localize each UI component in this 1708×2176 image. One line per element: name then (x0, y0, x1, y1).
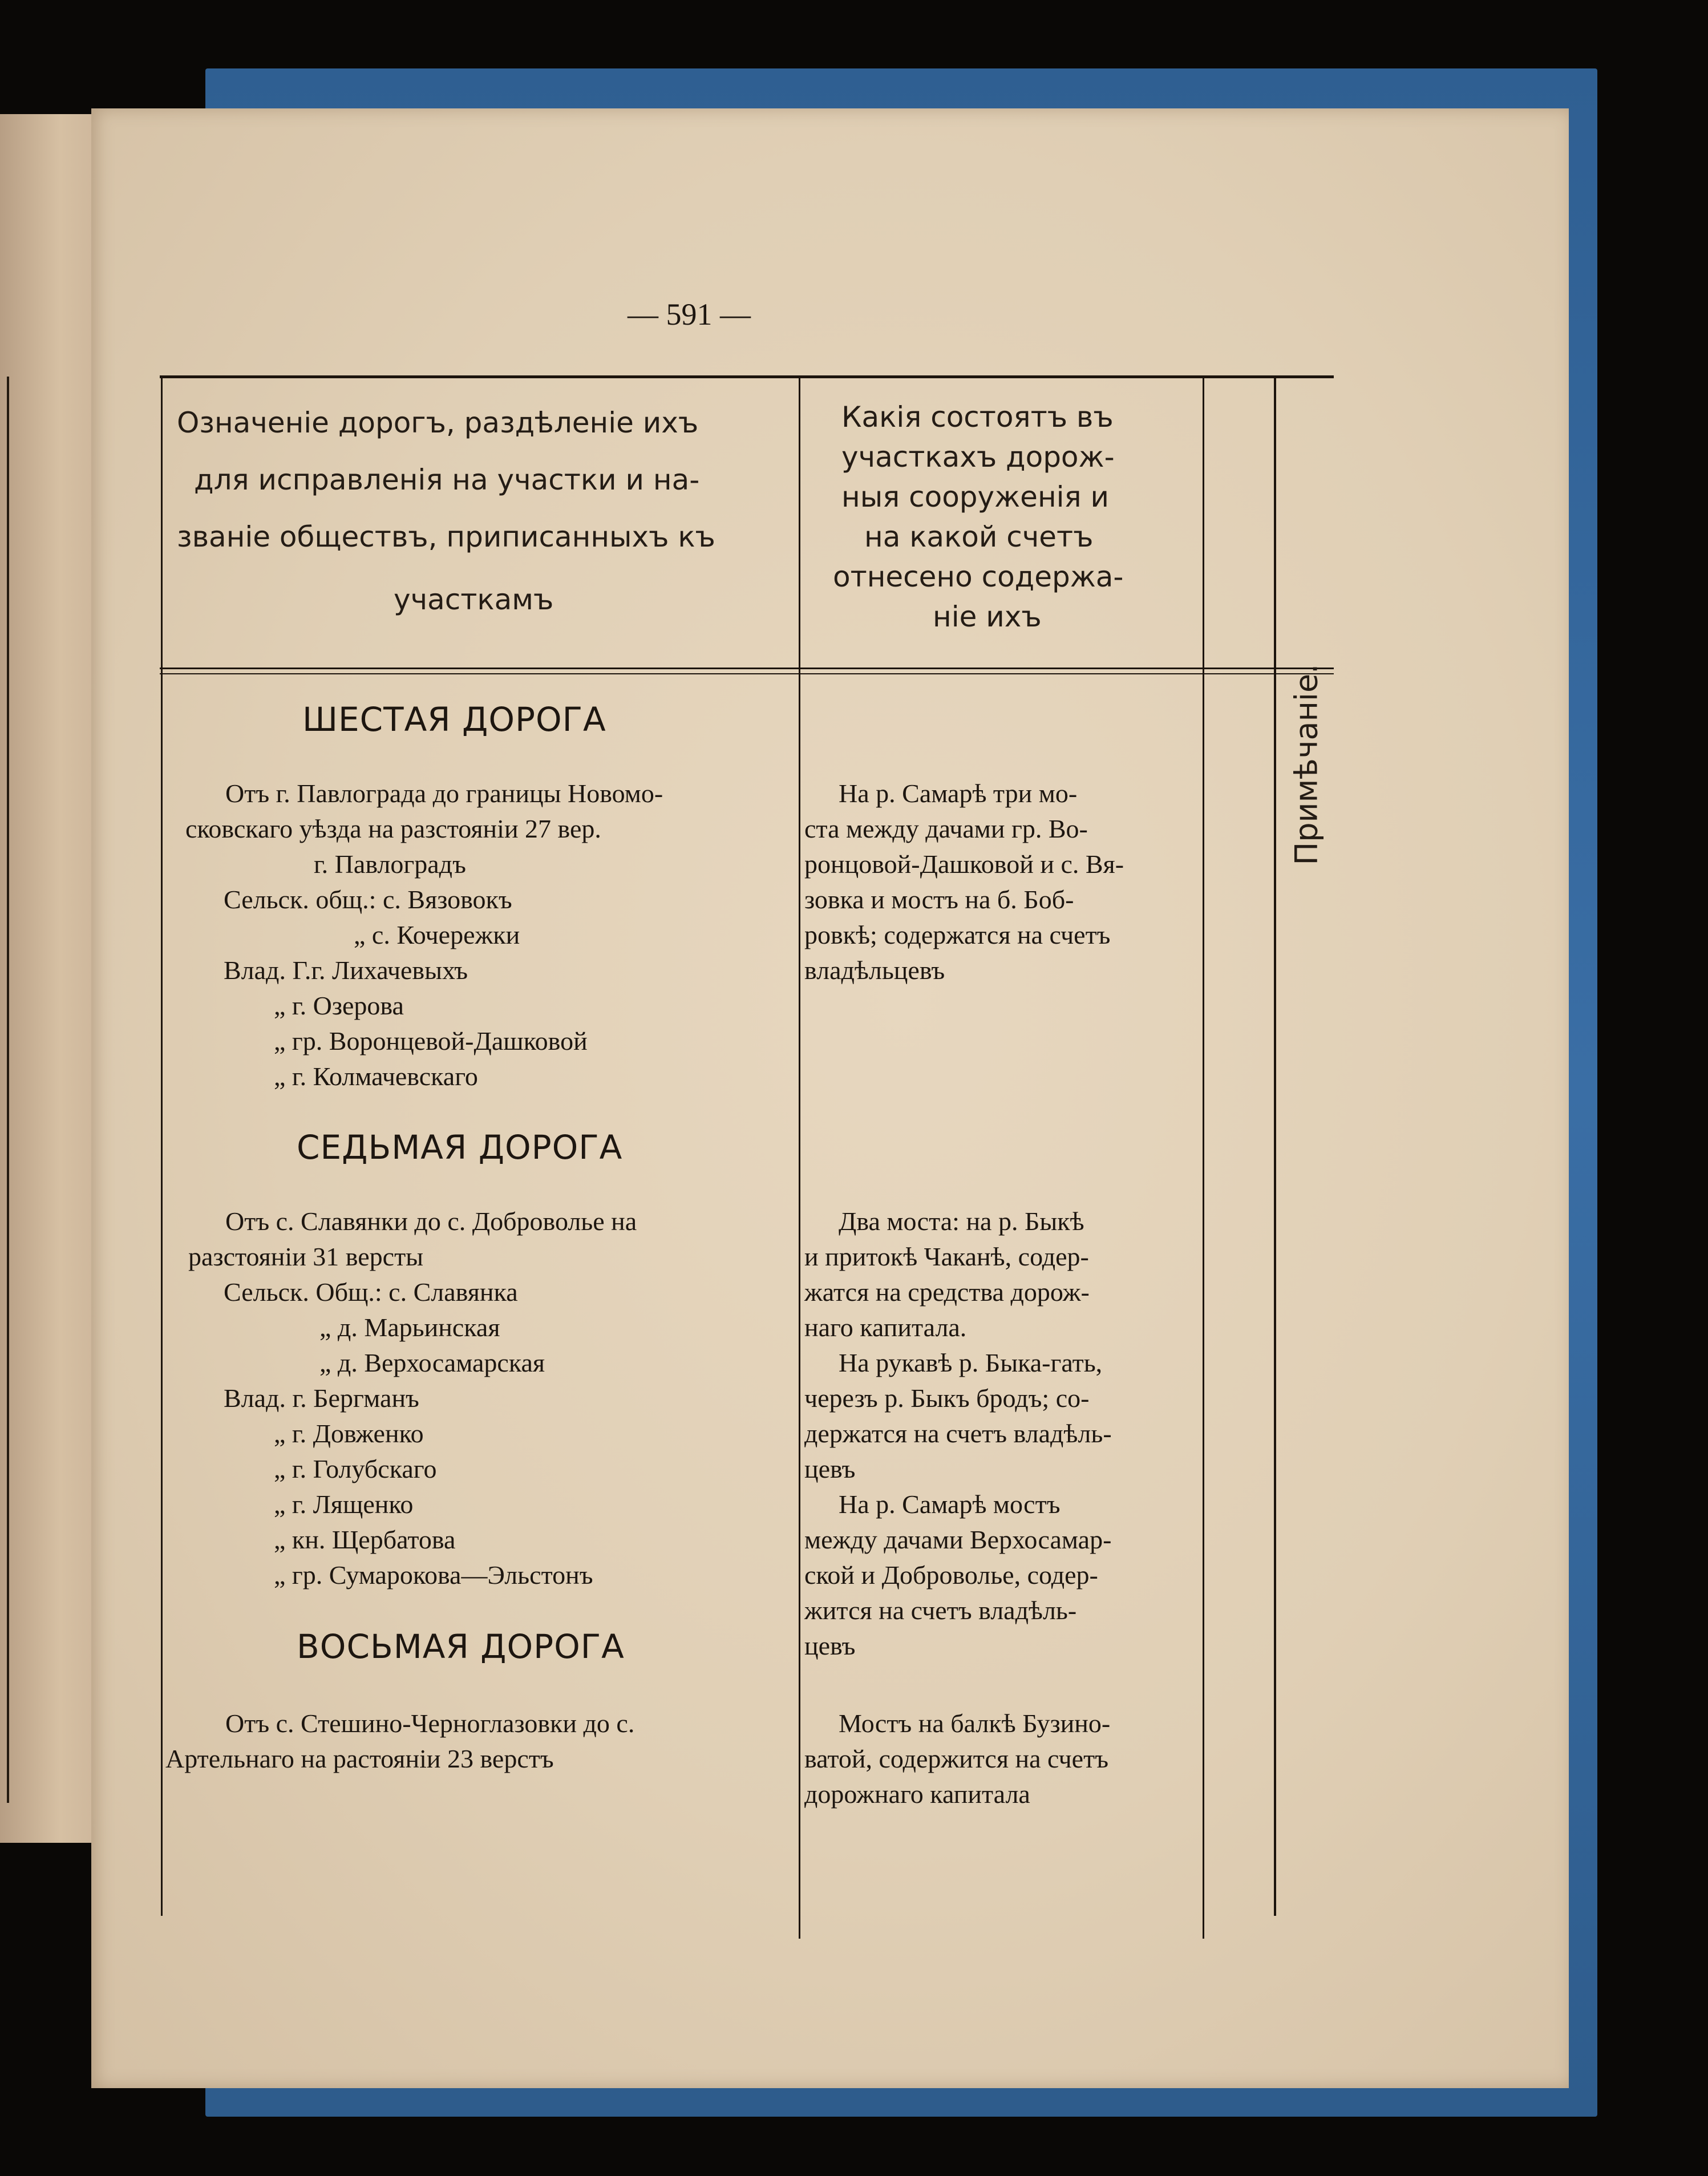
road6-line: Отъ г. Павлограда до границы Новомо- (225, 779, 663, 808)
road7-line: „ г. Лященко (274, 1490, 414, 1519)
road7-note: Два моста: на р. Быкѣ (839, 1207, 1084, 1236)
road7-note: жится на счетъ владѣль- (804, 1596, 1077, 1625)
road6-note: владѣльцевъ (804, 956, 945, 985)
page-number: — 591 — (628, 297, 751, 331)
road8-title: ВОСЬМАЯ ДОРОГА (297, 1627, 625, 1666)
road7-line: Сельск. Общ.: с. Славянка (224, 1277, 518, 1307)
road6-line: „ г. Колмачевскаго (274, 1062, 478, 1091)
road6-title: ШЕСТАЯ ДОРОГА (302, 700, 606, 739)
left-page-edge (0, 114, 100, 1843)
road6-line: г. Павлоградъ (314, 850, 466, 879)
road6-note: зовка и мостъ на б. Боб- (804, 885, 1074, 914)
header-col2-line: Какія состоятъ въ (841, 401, 1114, 434)
road7-line: „ г. Голубскаго (274, 1454, 437, 1483)
table-top-rule (160, 375, 1334, 378)
road6-line: Сельск. общ.: с. Вязовокъ (224, 885, 512, 914)
road8-note: ватой, содержится на счетъ (804, 1744, 1108, 1773)
road8-note: Мостъ на балкѣ Бузино- (839, 1709, 1111, 1738)
road7-note: держатся на счетъ владѣль- (804, 1419, 1112, 1448)
road7-line: „ г. Довженко (274, 1419, 424, 1448)
road6-note: ронцовой-Дашковой и с. Вя- (804, 850, 1124, 879)
road7-line: „ кн. Щербатова (274, 1525, 456, 1554)
road6-line: сковскаго уѣзда на разстояніи 27 вер. (185, 814, 601, 843)
header-col3-remark: Примѣчаніе. (1288, 664, 1325, 865)
road7-note: наго капитала. (804, 1313, 967, 1342)
road7-note: черезъ р. Быкъ бродъ; со- (804, 1384, 1090, 1413)
road8-line: Артельнаго на растояніи 23 верстъ (165, 1744, 554, 1773)
road7-note: цевъ (804, 1454, 856, 1483)
road7-line: Влад. г. Бергманъ (224, 1384, 419, 1413)
col-divider-1 (799, 375, 800, 1939)
col-divider-2 (1203, 375, 1204, 1939)
road6-note: ста между дачами гр. Во- (804, 814, 1088, 843)
header-bottom-rule-2 (160, 673, 1334, 674)
road6-note: ровкѣ; содержатся на счетъ (804, 920, 1111, 949)
road6-line: „ с. Кочережки (354, 920, 520, 949)
header-col1-line: Означеніе дорогъ, раздѣленіе ихъ (177, 406, 699, 439)
header-col1-line: званіе обществъ, приписанныхъ къ (177, 520, 715, 553)
road7-note: ской и Доброволье, содер- (804, 1560, 1098, 1589)
road7-line: Отъ с. Славянки до с. Доброволье на (225, 1207, 637, 1236)
header-col1-line: для исправленія на участки и на- (194, 463, 700, 496)
table-left-rule (161, 375, 163, 1916)
header-col2-line: на какой счетъ (864, 520, 1094, 553)
road6-note: На р. Самарѣ три мо- (839, 779, 1078, 808)
left-page-rule (7, 377, 9, 1803)
road8-line: Отъ с. Стешино-Черноглазовки до с. (225, 1709, 635, 1738)
road7-line: „ д. Марьинская (319, 1313, 500, 1342)
header-bottom-rule (160, 668, 1334, 669)
road7-title: СЕДЬМАЯ ДОРОГА (297, 1128, 623, 1167)
road7-note: цевъ (804, 1631, 856, 1660)
road7-note: и притокѣ Чаканѣ, содер- (804, 1242, 1089, 1271)
road7-note: На р. Самарѣ мостъ (839, 1490, 1061, 1519)
road6-line: Влад. Г.г. Лихачевыхъ (224, 956, 468, 985)
header-col2-line: ніе ихъ (933, 600, 1042, 633)
header-col1-line: участкамъ (394, 583, 554, 616)
road7-note: На рукавѣ р. Быка-гать, (839, 1348, 1103, 1377)
page (91, 108, 1569, 2088)
road6-line: „ гр. Воронцевой-Дашковой (274, 1026, 588, 1055)
road6-line: „ г. Озерова (274, 991, 404, 1020)
road7-line: разстояніи 31 версты (188, 1242, 424, 1271)
table-right-rule (1274, 375, 1276, 1916)
road7-line: „ д. Верхосамарская (319, 1348, 545, 1377)
road8-note: дорожнаго капитала (804, 1779, 1030, 1809)
road7-note: между дачами Верхосамар- (804, 1525, 1112, 1554)
header-col2-line: участкахъ дорож- (841, 440, 1115, 474)
header-col2-line: ныя сооруженія и (841, 480, 1109, 513)
road7-note: жатся на средства дорож- (804, 1277, 1090, 1307)
road7-line: „ гр. Сумарокова—Эльстонъ (274, 1560, 593, 1589)
header-col2-line: отнесено содержа- (833, 560, 1124, 593)
